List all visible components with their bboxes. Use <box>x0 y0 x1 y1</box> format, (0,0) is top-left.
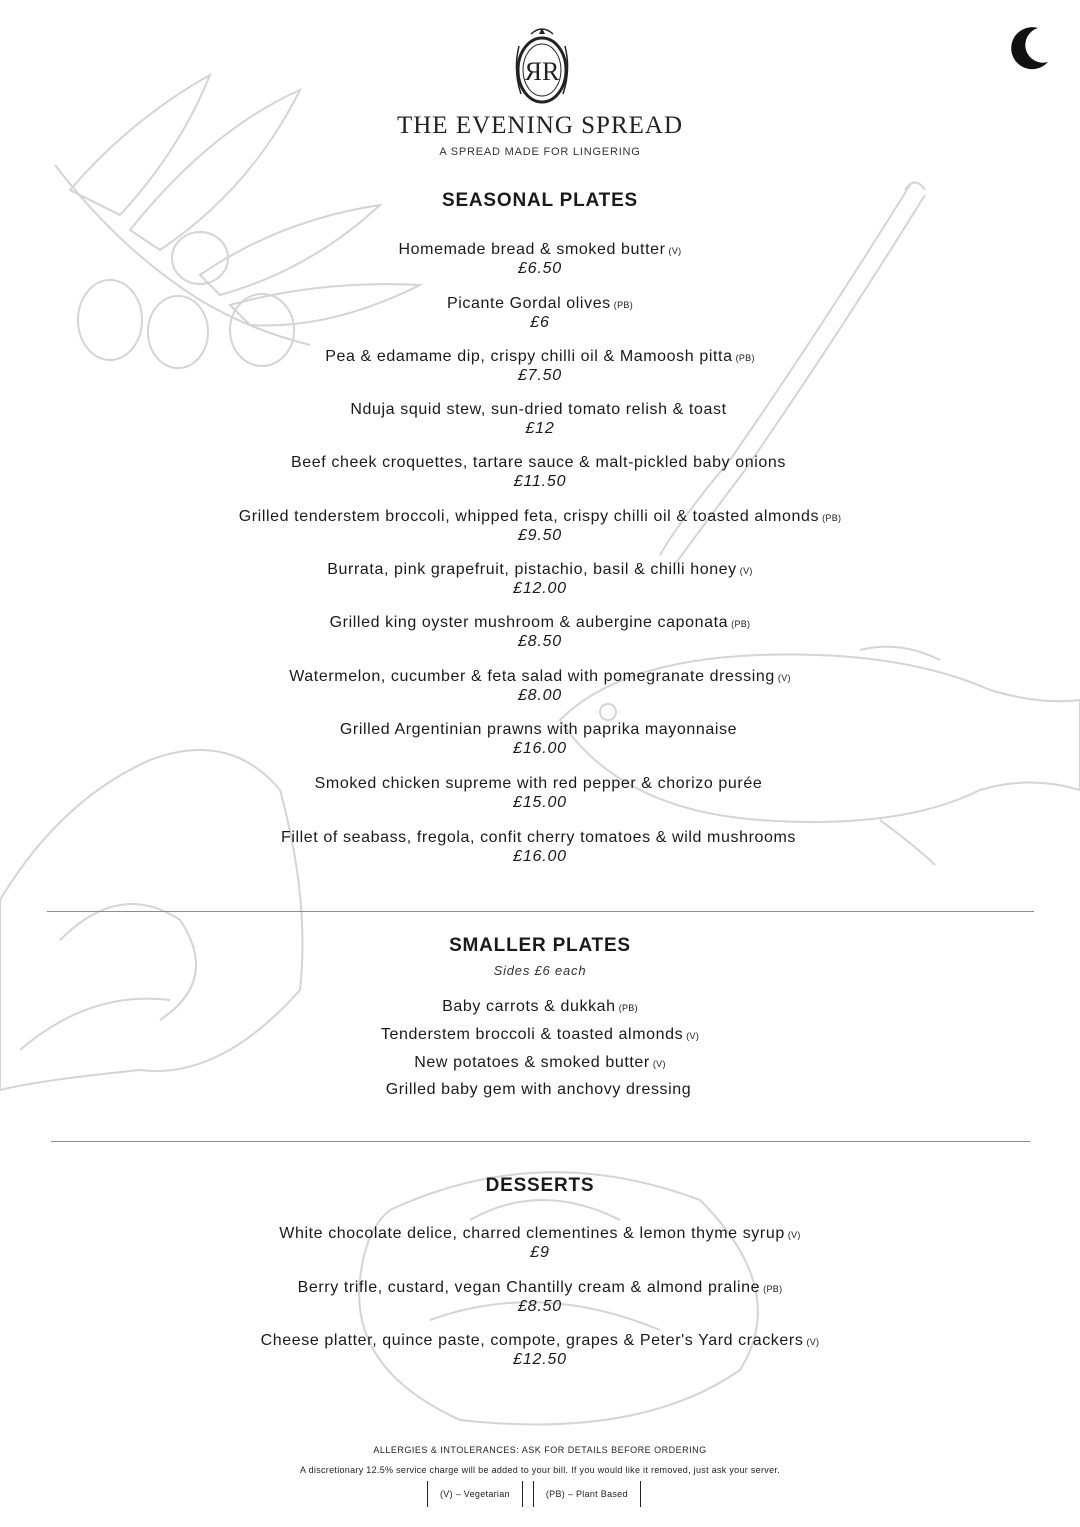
item-price: £12.00 <box>513 580 567 597</box>
menu-item <box>0 348 1080 385</box>
sides-price-note: Sides £6 each <box>493 963 587 978</box>
side-item <box>0 1054 1080 1072</box>
item-name: Fillet of seabass, fregola, confit cherry tomatoes & wild mushrooms <box>280 829 797 846</box>
item-price: £15.00 <box>513 794 567 811</box>
item-price: £9.50 <box>517 527 563 544</box>
item-name: Nduja squid stew, sun-dried tomato relish & toast <box>350 401 727 418</box>
rr-monogram-crest-icon <box>509 24 575 108</box>
item-price: £6 <box>530 314 550 331</box>
diet-tag: (V) <box>806 1337 820 1347</box>
item-name: Burrata, pink grapefruit, pistachio, basil & chilli honey <box>327 561 737 578</box>
menu-item <box>0 1225 1080 1262</box>
diet-tag: (V) <box>777 673 791 683</box>
legend-plant-based: (PB) – Plant Based <box>533 1481 641 1507</box>
item-name: Tenderstem broccoli & toasted almonds <box>380 1026 684 1043</box>
diet-tag: (PB) <box>763 1284 783 1294</box>
item-name: Grilled Argentinian prawns with paprika mayonnaise <box>339 721 738 738</box>
item-price: £16.00 <box>513 848 567 865</box>
item-price: £8.50 <box>517 633 563 650</box>
item-price: £11.50 <box>513 473 567 490</box>
item-name: Watermelon, cucumber & feta salad with pomegranate dressing <box>289 668 775 685</box>
brand-tagline: A SPREAD MADE FOR LINGERING <box>439 146 641 158</box>
brand-name: THE EVENING SPREAD <box>396 112 684 139</box>
menu-item <box>0 561 1080 598</box>
menu-item <box>0 614 1080 651</box>
menu-item <box>0 454 1080 491</box>
menu-item <box>0 829 1080 866</box>
menu-item <box>0 721 1080 758</box>
menu-item <box>0 775 1080 812</box>
item-name: Cheese platter, quince paste, compote, grapes & Peter's Yard crackers <box>260 1332 804 1349</box>
menu-item <box>0 1332 1080 1369</box>
section-title-desserts: DESSERTS <box>485 1175 595 1196</box>
side-item <box>0 1026 1080 1044</box>
menu-item <box>0 401 1080 438</box>
item-name: White chocolate delice, charred clementines & lemon thyme syrup <box>279 1225 785 1242</box>
item-price: £12 <box>525 420 555 437</box>
service-charge-note: A discretionary 12.5% service charge will be added to your bill. If you would like it removed, just ask your server. <box>299 1465 780 1475</box>
item-price: £9 <box>530 1244 550 1261</box>
item-name: Grilled king oyster mushroom & aubergine caponata <box>329 614 729 631</box>
svg-text:ЯR: ЯR <box>524 57 560 86</box>
section-title-smaller: SMALLER PLATES <box>449 935 631 956</box>
side-item <box>0 1081 1080 1099</box>
item-price: £12.50 <box>513 1351 567 1368</box>
menu-item <box>0 295 1080 332</box>
menu-item <box>0 508 1080 545</box>
allergy-note: ALLERGIES & INTOLERANCES: ASK FOR DETAILS BEFORE ORDERING <box>373 1445 707 1455</box>
diet-tag: (V) <box>668 246 682 256</box>
side-item <box>0 998 1080 1016</box>
diet-tag: (V) <box>652 1059 666 1069</box>
item-price: £7.50 <box>517 367 563 384</box>
section-divider <box>51 1141 1030 1142</box>
item-name: Homemade bread & smoked butter <box>398 241 666 258</box>
item-name: New potatoes & smoked butter <box>414 1054 650 1071</box>
diet-tag: (V) <box>739 566 753 576</box>
section-title-seasonal: SEASONAL PLATES <box>441 190 639 211</box>
item-name: Smoked chicken supreme with red pepper & chorizo purée <box>314 775 763 792</box>
item-name: Pea & edamame dip, crispy chilli oil & Mamoosh pitta <box>325 348 733 365</box>
diet-tag: (PB) <box>618 1003 638 1013</box>
diet-tag: (V) <box>787 1230 801 1240</box>
section-divider <box>47 911 1034 912</box>
item-price: £6.50 <box>517 260 563 277</box>
item-name: Berry trifle, custard, vegan Chantilly cream & almond praline <box>297 1279 761 1296</box>
menu-item <box>0 1279 1080 1316</box>
diet-tag: (PB) <box>735 353 755 363</box>
diet-tag: (PB) <box>731 619 751 629</box>
item-name: Picante Gordal olives <box>447 295 611 312</box>
item-price: £16.00 <box>513 740 567 757</box>
item-price: £8.50 <box>517 1298 563 1315</box>
crescent-moon-icon <box>1008 26 1050 70</box>
item-price: £8.00 <box>517 687 563 704</box>
diet-tag: (PB) <box>822 513 842 523</box>
diet-legend <box>427 1481 641 1507</box>
item-name: Baby carrots & dukkah <box>442 998 616 1015</box>
menu-item <box>0 241 1080 278</box>
legend-vegetarian: (V) – Vegetarian <box>427 1481 523 1507</box>
diet-tag: (V) <box>686 1031 700 1041</box>
menu-item <box>0 668 1080 705</box>
item-name: Grilled tenderstem broccoli, whipped feta, crispy chilli oil & toasted almonds <box>238 508 820 525</box>
item-name: Grilled baby gem with anchovy dressing <box>385 1081 692 1098</box>
item-name: Beef cheek croquettes, tartare sauce & malt-pickled baby onions <box>291 454 786 471</box>
diet-tag: (PB) <box>613 300 633 310</box>
